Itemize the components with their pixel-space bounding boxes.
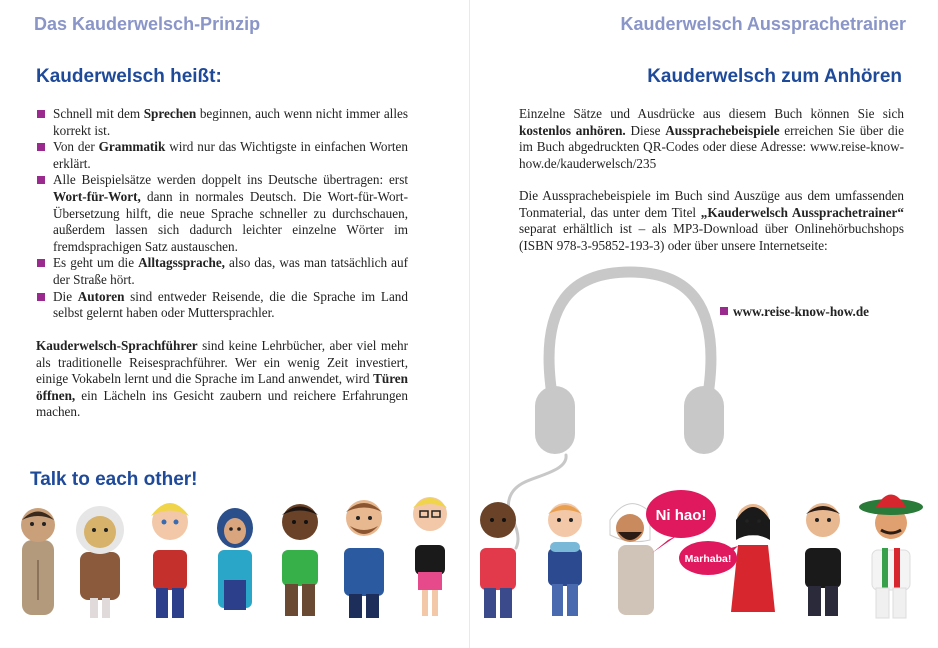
character-red-shirt — [480, 502, 516, 618]
heading-kauderwelsch-heisst: Kauderwelsch heißt: — [36, 66, 222, 87]
character-glasses-woman — [413, 497, 447, 616]
character-monk — [21, 508, 55, 615]
character-scarf-woman — [548, 503, 582, 616]
running-head-right: Kauderwelsch Aussprachetrainer — [620, 14, 906, 34]
talk-heading: Talk to each other! — [30, 469, 198, 490]
character-blonde-boy — [151, 503, 189, 618]
character-green-shirt — [282, 504, 318, 616]
audio-paragraph: Einzelne Sätze und Ausdrücke aus diesem Buch können Sie sich kostenlos anhören. Diese Aussprachebeispiele erreichen Sie über die im Buch abgedruckten QR-Codes oder diese Adresse: www.reise-know-how.de/kauderwelsch/235 — [519, 106, 904, 171]
website-link[interactable]: www.reise-know-how.de — [720, 304, 869, 320]
speech-bubble-marhaba — [679, 541, 738, 575]
bubble-text-marhaba: Marhaba! — [684, 553, 732, 565]
heading-zum-anhoeren: Kauderwelsch zum Anhören — [647, 66, 902, 87]
bullet-item: Es geht um die Alltagssprache, also das, was man tatsächlich auf der Straße hört. — [36, 255, 408, 288]
bullet-item: Alle Beispielsätze werden doppelt ins Deutsche übertragen: erst Wort-für-Wort, dann in normales Deutsch. Die Wort-für-Wort-Übersetzung hilft, die neue Sprache schneller zu durchschauen, außerdem lassen sich dadurch leichter einzelne Wörter im fremdsprachigen Satz austauschen. — [36, 172, 408, 255]
intro-paragraph: Kauderwelsch-Sprachführer sind keine Lehrbücher, aber viel mehr als traditionelle Reisesprachführer. Wer ein wenig Zeit investiert, einige Vokabeln lernt und die Sprache im Land anwendet, wird Türen öffnen, ein Lächeln ins Gesicht zaubern und reichere Erfahrungen machen. — [36, 338, 408, 420]
bullet-item: Schnell mit dem Sprechen beginnen, auch wenn nicht immer alles korrekt ist. — [36, 106, 408, 139]
character-waving-man — [805, 503, 841, 616]
running-head-left: Das Kauderwelsch-Prinzip — [34, 14, 261, 34]
bullet-item: Die Autoren sind entweder Reisende, die die Sprache im Land selbst gelernt haben oder Muttersprachler. — [36, 289, 408, 322]
character-sombrero-man — [859, 495, 923, 619]
trainer-paragraph: Die Aussprachebeispiele im Buch sind Auszüge aus dem umfassenden Tonmaterial, das unter dem Titel „Kauderwelsch Aussprachetrainer“ separat erhältlich ist – als MP3-Download über Onlinehörbuchshops (ISBN 978-3-95852-193-3) oder über unsere Internetseite: — [519, 188, 904, 253]
character-chinese-woman — [731, 504, 775, 612]
character-inuit — [76, 506, 124, 618]
character-hijab-woman — [217, 508, 253, 610]
bubble-text-ni-hao: Ni hao! — [655, 507, 707, 524]
character-bearded-man — [344, 500, 384, 618]
bullet-item: Von der Grammatik wird nur das Wichtigste in einfachen Worten erklärt. — [36, 139, 408, 172]
